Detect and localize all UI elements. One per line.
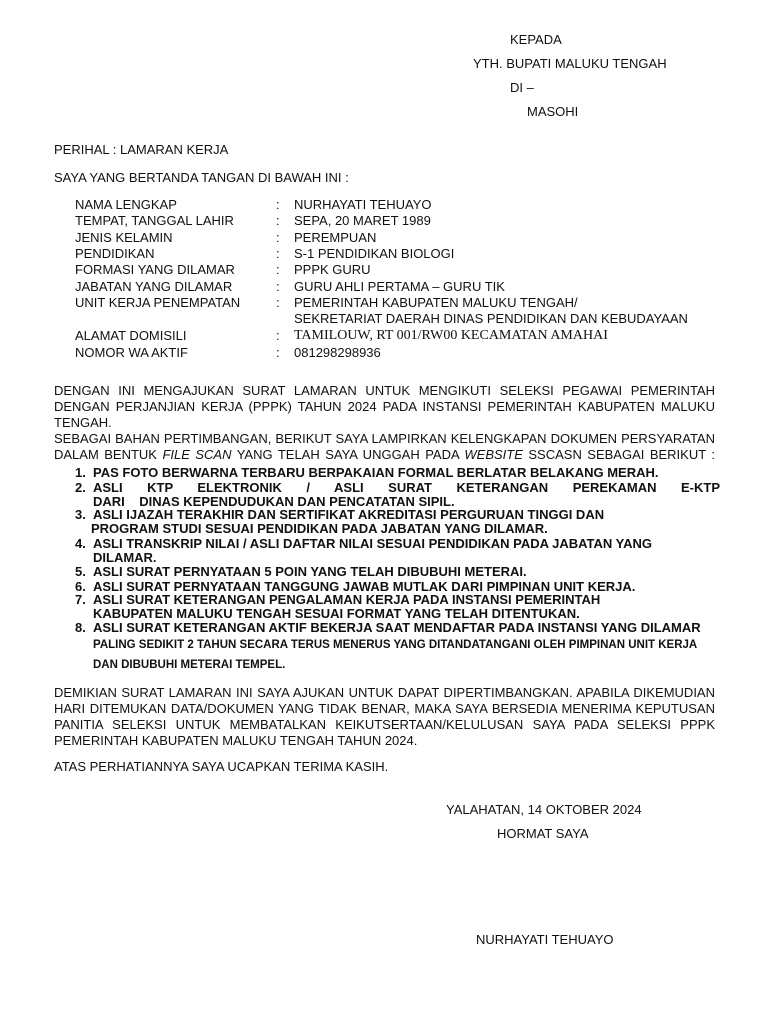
paragraph-line: DENGAN INI MENGAJUKAN SURAT LAMARAN UNTUK MENGIKUTI SELEKSI PEGAWAI PEMERINTAH (54, 383, 715, 398)
field-label: NOMOR WA AKTIF (75, 345, 188, 360)
paragraph-line: DEMIKIAN SURAT LAMARAN INI SAYA AJUKAN UNTUK DAPAT DIPERTIMBANGKAN. APABILA DIKEMUDIAN (54, 685, 715, 700)
list-number: 2. (75, 480, 86, 495)
field-colon: : (276, 197, 280, 212)
letter-subject: PERIHAL : LAMARAN KERJA (54, 142, 229, 157)
list-item-text: ASLI SURAT PERNYATAAN 5 POIN YANG TELAH DIBUBUHI METERAI. (93, 564, 527, 579)
list-item-text: ASLI IJAZAH TERAKHIR DAN SERTIFIKAT AKREDITASI PERGURUAN TINGGI DAN (93, 507, 605, 522)
list-item-text: KABUPATEN MALUKU TENGAH SESUAI FORMAT YANG TELAH DITENTUKAN. (93, 606, 580, 621)
text-run: DALAM BENTUK (54, 447, 163, 462)
field-colon: : (276, 230, 280, 245)
list-item-text: ASLI SURAT KETERANGAN PENGALAMAN KERJA PADA INSTANSI PEMERINTAH (93, 592, 601, 607)
field-label: JABATAN YANG DILAMAR (75, 279, 233, 294)
field-value: NURHAYATI TEHUAYO (294, 197, 432, 212)
field-value: SEPA, 20 MARET 1989 (294, 213, 431, 228)
list-item-text: ASLI SURAT KETERANGAN AKTIF BEKERJA SAAT MENDAFTAR PADA INSTANSI YANG DILAMAR (93, 620, 701, 635)
field-value-continuation: SEKRETARIAT DAERAH DINAS PENDIDIKAN DAN KEBUDAYAAN (294, 311, 688, 326)
field-value: GURU AHLI PERTAMA – GURU TIK (294, 279, 505, 294)
recipient-city: MASOHI (527, 104, 579, 119)
list-item-text: DILAMAR. (93, 550, 157, 565)
field-colon: : (276, 262, 280, 277)
text-run: SSCASN SEBAGAI BERIKUT : (522, 447, 716, 462)
recipient-to: KEPADA (510, 32, 562, 47)
list-item-text: PAS FOTO BERWARNA TERBARU BERPAKAIAN FORMAL BERLATAR BELAKANG MERAH. (93, 465, 659, 480)
field-label: UNIT KERJA PENEMPATAN (75, 295, 241, 310)
signatory-name: NURHAYATI TEHUAYO (476, 932, 614, 947)
field-value: PEREMPUAN (294, 230, 377, 245)
field-label: ALAMAT DOMISILI (75, 328, 187, 343)
field-value: S-1 PENDIDIKAN BIOLOGI (294, 246, 455, 261)
field-value: 081298298936 (294, 345, 381, 360)
list-item-text: DAN DIBUBUHI METERAI TEMPEL. (93, 659, 286, 671)
field-label: PENDIDIKAN (75, 246, 155, 261)
paragraph-line: HARI DITEMUKAN DATA/DOKUMEN YANG TIDAK BENAR, MAKA SAYA BERSEDIA MENERIMA KEPUTUSAN (54, 701, 715, 716)
field-value: PPPK GURU (294, 262, 371, 277)
list-item-text: ASLI SURAT PERNYATAAN TANGGUNG JAWAB MUTLAK DARI PIMPINAN UNIT KERJA. (93, 579, 636, 594)
text-run-italic: WEBSITE (464, 447, 523, 462)
paragraph-line: PANITIA SELEKSI UNTUK MEMBATALKAN KEIKUTSERTAAN/KELULUSAN SAYA PADA SELEKSI PPPK (54, 717, 715, 732)
list-item-text: ASLI TRANSKRIP NILAI / ASLI DAFTAR NILAI SESUAI PENDIDIKAN PADA JABATAN YANG (93, 536, 653, 551)
list-item-text: PROGRAM STUDI SESUAI PENDIDIKAN PADA JABATAN YANG DILAMAR. (91, 521, 548, 536)
field-value: PEMERINTAH KABUPATEN MALUKU TENGAH/ (294, 295, 578, 310)
letter-intro: SAYA YANG BERTANDA TANGAN DI BAWAH INI : (54, 170, 349, 185)
list-item-text: PALING SEDIKIT 2 TAHUN SECARA TERUS MENERUS YANG DITANDATANGANI OLEH PIMPINAN UNIT KERJA (93, 639, 698, 651)
paragraph-line: TENGAH. (54, 415, 112, 430)
place-date: YALAHATAN, 14 OKTOBER 2024 (446, 802, 642, 817)
list-item-text: ASLI KTP ELEKTRONIK / ASLI SURAT KETERANGAN PEREKAMAN E-KTP (93, 480, 720, 495)
application-paragraph (54, 383, 715, 463)
recipient-at: DI – (510, 80, 534, 95)
recipient-addressee: YTH. BUPATI MALUKU TENGAH (473, 56, 667, 71)
paragraph-line: DENGAN PERJANJIAN KERJA (PPPK) TAHUN 2024 PADA INSTANSI PEMERINTAH KABUPATEN MALUKU (54, 399, 715, 414)
field-colon: : (276, 295, 280, 310)
list-number: 6. (75, 579, 86, 594)
list-number: 5. (75, 564, 86, 579)
field-colon: : (276, 279, 280, 294)
field-colon: : (276, 328, 280, 343)
field-label: TEMPAT, TANGGAL LAHIR (75, 213, 234, 228)
list-number: 3. (75, 507, 86, 522)
field-colon: : (276, 246, 280, 261)
field-label: JENIS KELAMIN (75, 230, 173, 245)
list-number: 8. (75, 620, 86, 635)
list-number: 4. (75, 536, 86, 551)
field-label: NAMA LENGKAP (75, 197, 177, 212)
paragraph-line: SEBAGAI BAHAN PERTIMBANGAN, BERIKUT SAYA LAMPIRKAN KELENGKAPAN DOKUMEN PERSYARATAN (54, 431, 715, 446)
list-item-text: DARI DINAS KEPENDUDUKAN DAN PENCATATAN SIPIL. (93, 494, 455, 509)
text-run: YANG TELAH SAYA UNGGAH PADA (231, 447, 465, 462)
list-number: 7. (75, 592, 86, 607)
closing-paragraph (54, 685, 715, 749)
field-colon: : (276, 213, 280, 228)
thanks-line: ATAS PERHATIANNYA SAYA UCAPKAN TERIMA KASIH. (54, 759, 389, 774)
field-value: TAMILOUW, RT 001/RW00 KECAMATAN AMAHAI (294, 328, 608, 343)
field-label: FORMASI YANG DILAMAR (75, 262, 235, 277)
text-run-italic: FILE SCAN (162, 447, 232, 462)
field-colon: : (276, 345, 280, 360)
paragraph-line (54, 447, 715, 463)
paragraph-line: PEMERINTAH KABUPATEN MALUKU TENGAH TAHUN 2024. (54, 733, 418, 748)
closing-regards: HORMAT SAYA (497, 826, 589, 841)
list-number: 1. (75, 465, 86, 480)
